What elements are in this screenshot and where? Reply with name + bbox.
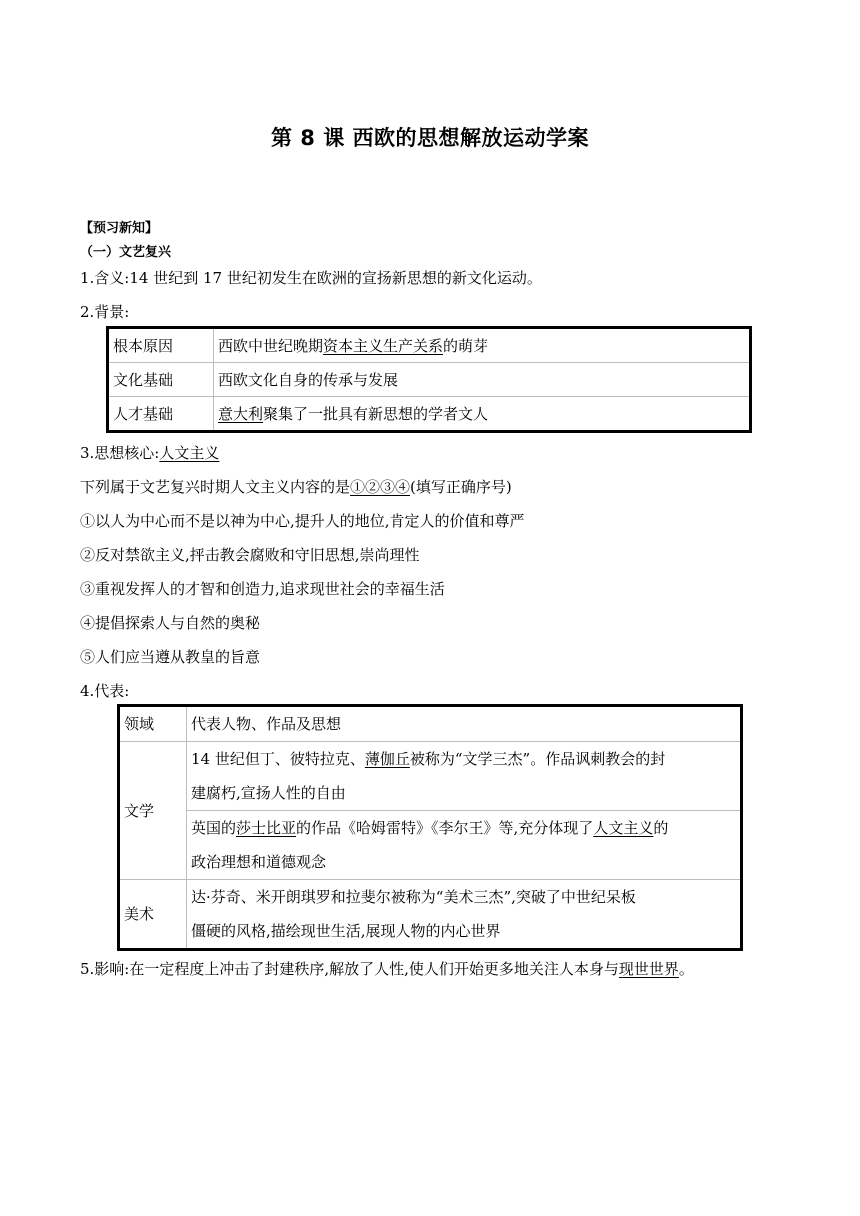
cell-text: 政治理想和道德观念 — [191, 853, 327, 871]
section-label: 【预习新知】 — [80, 221, 159, 236]
cell-text: 的 — [653, 819, 669, 837]
table-cell-value — [214, 397, 751, 432]
cell-text: 被称为“文学三杰”。作品讽刺教会的封 — [409, 750, 666, 768]
table-cell-value — [214, 328, 751, 363]
table-header-field: 领域 — [119, 706, 187, 742]
table-cell-content — [187, 811, 742, 880]
table-row — [108, 363, 751, 397]
cell-text: 聚集了一批具有新思想的学者文人 — [263, 405, 489, 423]
cell-text: 14 世纪但丁、彼特拉克、 — [191, 750, 365, 768]
background-label: 2.背景: — [80, 303, 130, 321]
table-cell-value: 西欧文化自身的传承与发展 — [214, 363, 751, 397]
underlined-answer: 薄伽丘 — [364, 750, 410, 768]
question-line — [80, 476, 512, 497]
cell-text: 的作品《哈姆雷特》《李尔王》等,充分体现了 — [296, 819, 594, 837]
table-cell-key: 文化基础 — [108, 363, 214, 397]
representatives-table — [117, 704, 743, 951]
meaning-text: 1.含义:14 世纪到 17 世纪初发生在欧洲的宣扬新思想的新文化运动。 — [80, 269, 542, 287]
table-cell-key: 根本原因 — [108, 328, 214, 363]
table-cell-content — [187, 880, 742, 950]
background-table — [106, 326, 752, 433]
influence-text: 5.影响:在一定程度上冲击了封建秩序,解放了人性,使人们开始更多地关注人本身与 — [80, 960, 619, 978]
influence-end: 。 — [678, 960, 694, 978]
representatives-label: 4.代表: — [80, 682, 130, 700]
question-text: 下列属于文艺复兴时期人文主义内容的是 — [80, 478, 351, 496]
underlined-answer: 莎士比亚 — [236, 819, 297, 837]
cell-text: 西欧中世纪晚期 — [218, 337, 324, 355]
table-row — [119, 811, 742, 880]
cell-text: 建腐朽,宣扬人性的自由 — [191, 784, 346, 802]
underlined-answer: 现世世界 — [618, 960, 679, 978]
option-item: ②反对禁欲主义,抨击教会腐败和守旧思想,崇尚理性 — [80, 546, 420, 564]
table-row — [108, 328, 751, 363]
table-cell-field: 文学 — [119, 742, 187, 880]
cell-text: 英国的 — [191, 819, 237, 837]
cell-text: 的萌芽 — [443, 337, 489, 355]
option-item: ④提倡探索人与自然的奥秘 — [80, 614, 261, 632]
table-cell-content — [187, 742, 742, 811]
question-hint: (填写正确序号) — [410, 478, 512, 496]
cell-text: 达·芬奇、米开朗琪罗和拉斐尔被称为“美术三杰”,突破了中世纪呆板 — [191, 888, 636, 906]
table-row — [119, 742, 742, 811]
option-item: ⑤人们应当遵从教皇的旨意 — [80, 648, 261, 666]
table-cell-field: 美术 — [119, 880, 187, 950]
option-item: ①以人为中心而不是以神为中心,提升人的地位,肯定人的价值和尊严 — [80, 512, 525, 530]
table-header-content: 代表人物、作品及思想 — [187, 706, 742, 742]
underlined-answer: 意大利 — [218, 405, 264, 423]
table-row — [119, 706, 742, 742]
underlined-answer: 资本主义生产关系 — [323, 337, 444, 355]
subsection-label: （一）文艺复兴 — [80, 245, 172, 260]
option-item: ③重视发挥人的才智和创造力,追求现世社会的幸福生活 — [80, 580, 445, 598]
underlined-answer: ①②③④ — [350, 478, 411, 496]
cell-text: 僵硬的风格,描绘现世生活,展现人物的内心世界 — [191, 922, 501, 940]
core-label: 3.思想核心: — [80, 444, 160, 462]
underlined-answer: 人文主义 — [159, 444, 220, 462]
page-title: 第 8 课 西欧的思想解放运动学案 — [270, 126, 590, 150]
table-row — [119, 880, 742, 950]
underlined-answer: 人文主义 — [593, 819, 654, 837]
table-cell-key: 人才基础 — [108, 397, 214, 432]
table-row — [108, 397, 751, 432]
core-line — [80, 442, 219, 463]
influence-line — [80, 958, 694, 979]
